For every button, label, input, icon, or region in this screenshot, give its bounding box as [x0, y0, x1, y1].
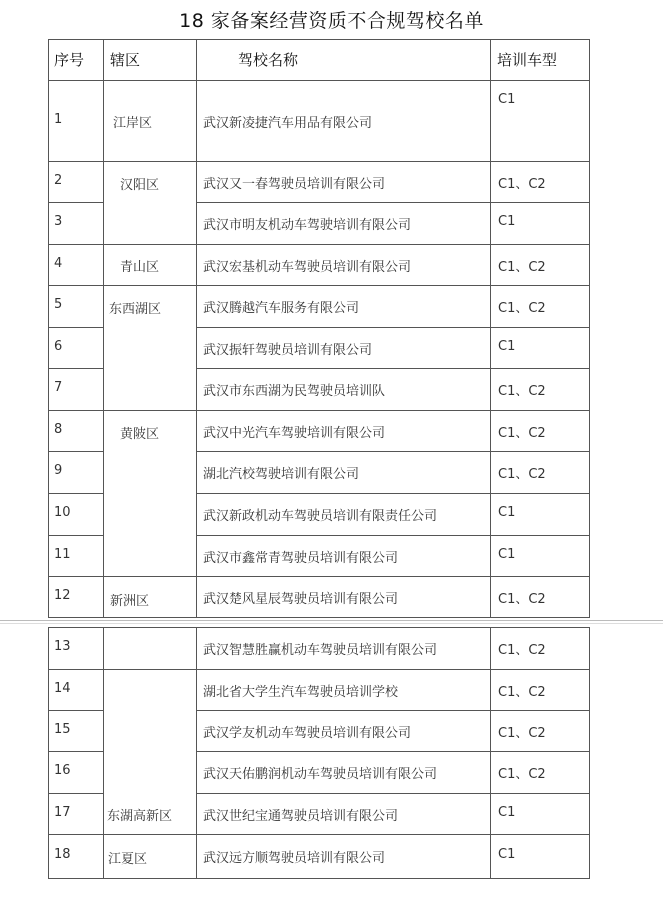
column-divider: [589, 39, 590, 617]
column-divider: [48, 627, 49, 878]
row-separator: [48, 535, 104, 536]
row-separator: [48, 202, 104, 203]
training-type: C1、C2: [498, 767, 546, 782]
school-name: 武汉新政机动车驾驶员培训有限责任公司: [203, 509, 438, 524]
row-separator: [48, 161, 590, 162]
row-number: 9: [54, 463, 63, 478]
header-school: 驾校名称: [238, 51, 299, 69]
school-name: 武汉腾越汽车服务有限公司: [203, 301, 360, 316]
district-label: 黄陂区: [120, 427, 160, 442]
header-type: 培训车型: [497, 51, 558, 69]
row-separator: [196, 535, 590, 536]
school-name: 武汉智慧胜赢机动车驾驶员培训有限公司: [203, 643, 438, 658]
training-type: C1、C2: [498, 467, 546, 482]
row-separator: [48, 669, 590, 670]
school-name: 武汉远方顺驾驶员培训有限公司: [203, 851, 386, 866]
school-name: 武汉天佑鹏润机动车驾驶员培训有限公司: [203, 767, 438, 782]
row-number: 12: [54, 588, 71, 603]
row-number: 1: [54, 112, 63, 127]
row-separator: [48, 710, 104, 711]
training-type: C1、C2: [498, 592, 546, 607]
row-separator: [48, 834, 590, 835]
row-separator: [196, 751, 590, 752]
training-type: C1: [498, 547, 516, 562]
training-type: C1、C2: [498, 384, 546, 399]
district-label: 东西湖区: [109, 302, 162, 317]
row-number: 5: [54, 297, 63, 312]
school-name: 武汉市明友机动车驾驶培训有限公司: [203, 218, 412, 233]
row-number: 10: [54, 505, 71, 520]
header-separator: [48, 80, 590, 81]
row-separator: [48, 285, 590, 286]
training-type: C1: [498, 339, 516, 354]
column-divider: [196, 39, 197, 617]
row-number: 11: [54, 547, 71, 562]
school-name: 武汉楚风星辰驾驶员培训有限公司: [203, 592, 399, 607]
row-number: 18: [54, 847, 71, 862]
row-separator: [48, 751, 104, 752]
school-name: 武汉世纪宝通驾驶员培训有限公司: [203, 809, 399, 824]
table-bottom-border: [48, 617, 590, 618]
school-name: 武汉宏基机动车驾驶员培训有限公司: [203, 260, 412, 275]
row-separator: [196, 327, 590, 328]
training-type: C1、C2: [498, 685, 546, 700]
row-separator: [48, 410, 590, 411]
row-separator: [196, 493, 590, 494]
district-label: 江岸区: [113, 116, 153, 131]
training-type: C1、C2: [498, 643, 546, 658]
column-divider: [490, 627, 491, 878]
page-break-line: [0, 620, 663, 621]
header-district: 辖区: [110, 51, 141, 69]
school-name: 武汉又一春驾驶员培训有限公司: [203, 177, 386, 192]
column-divider: [490, 39, 491, 617]
row-separator: [48, 451, 104, 452]
row-separator: [48, 493, 104, 494]
row-separator: [48, 793, 104, 794]
school-name: 武汉振轩驾驶员培训有限公司: [203, 343, 373, 358]
row-separator: [48, 244, 590, 245]
table-top-border: [48, 39, 590, 40]
row-number: 8: [54, 422, 63, 437]
column-divider: [103, 627, 104, 878]
school-name: 武汉学友机动车驾驶员培训有限公司: [203, 726, 412, 741]
training-type: C1: [498, 847, 516, 862]
district-label: 东湖高新区: [107, 809, 173, 824]
school-name: 武汉市东西湖为民驾驶员培训队: [203, 384, 386, 399]
column-divider: [589, 627, 590, 878]
row-number: 7: [54, 380, 63, 395]
table-top-border-2: [48, 627, 590, 628]
header-no: 序号: [54, 51, 85, 69]
district-label: 青山区: [120, 260, 160, 275]
row-number: 6: [54, 339, 63, 354]
row-number: 3: [54, 214, 63, 229]
training-type: C1、C2: [498, 260, 546, 275]
row-separator: [48, 327, 104, 328]
row-number: 16: [54, 763, 71, 778]
row-number: 15: [54, 722, 71, 737]
training-type: C1: [498, 505, 516, 520]
school-name: 湖北汽校驾驶培训有限公司: [203, 467, 360, 482]
column-divider: [196, 627, 197, 878]
row-number: 17: [54, 805, 71, 820]
training-type: C1: [498, 92, 516, 107]
training-type: C1、C2: [498, 301, 546, 316]
training-type: C1、C2: [498, 426, 546, 441]
district-label: 江夏区: [108, 852, 148, 867]
row-number: 13: [54, 639, 71, 654]
school-name: 武汉新凌捷汽车用品有限公司: [203, 116, 373, 131]
district-label: 新洲区: [110, 594, 150, 609]
training-type: C1、C2: [498, 726, 546, 741]
row-separator: [196, 368, 590, 369]
training-type: C1、C2: [498, 177, 546, 192]
table-bottom-border-2: [48, 878, 590, 879]
row-separator: [48, 576, 590, 577]
row-separator: [196, 202, 590, 203]
training-type: C1: [498, 214, 516, 229]
row-number: 4: [54, 256, 63, 271]
school-name: 湖北省大学生汽车驾驶员培训学校: [203, 685, 399, 700]
training-type: C1: [498, 805, 516, 820]
column-divider: [48, 39, 49, 617]
row-number: 2: [54, 173, 63, 188]
page-title: 18 家备案经营资质不合规驾校名单: [179, 10, 484, 32]
column-divider: [103, 39, 104, 617]
row-separator: [196, 793, 590, 794]
district-label: 汉阳区: [120, 178, 160, 193]
school-name: 武汉中光汽车驾驶培训有限公司: [203, 426, 386, 441]
row-separator: [48, 368, 104, 369]
page-break-line: [0, 623, 663, 624]
row-separator: [196, 710, 590, 711]
row-number: 14: [54, 681, 71, 696]
row-separator: [196, 451, 590, 452]
school-name: 武汉市鑫常青驾驶员培训有限公司: [203, 551, 399, 566]
